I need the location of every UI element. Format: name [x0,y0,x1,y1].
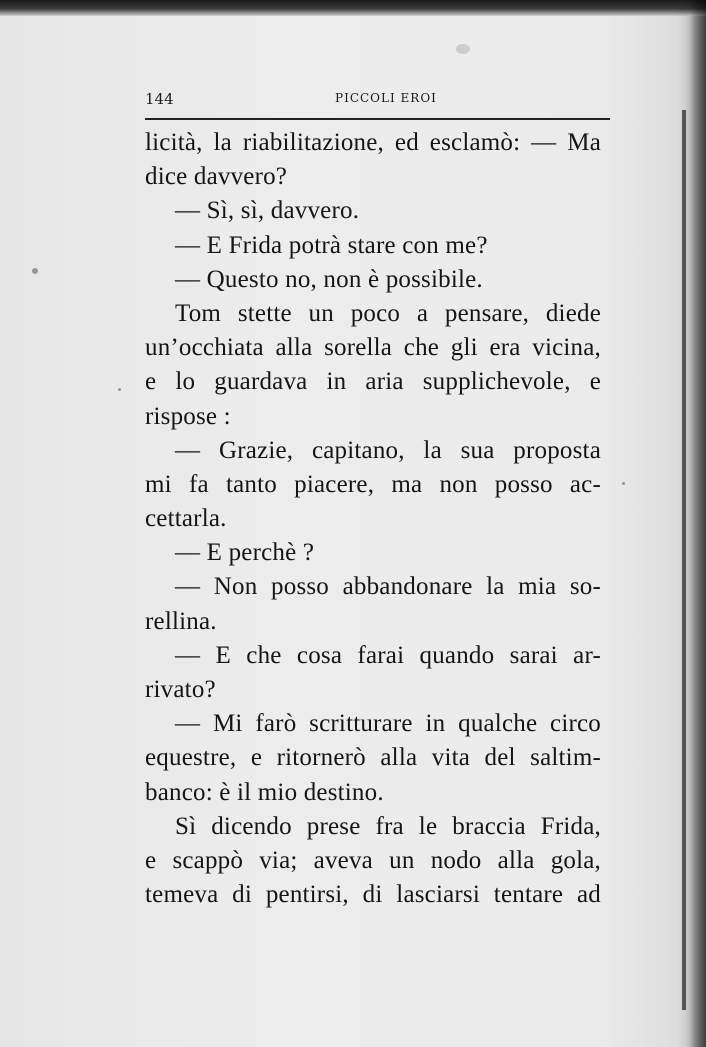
text-line: equestre, e ritornerò alla vita del saltim- [145,744,601,772]
page-gutter-shadow [676,0,706,1047]
text-line: — Mi farò scritturare in qualche circo [175,710,601,738]
text-line: — E perchè ? [175,539,315,567]
text-line: mi fa tanto piacere, ma non posso ac- [145,470,601,498]
text-line: rellina. [145,607,217,635]
paper-smudge [456,44,470,54]
text-line: temeva di pentirsi, di lasciarsi tentare ad [145,881,601,909]
text-line: e scappò via; aveva un nodo alla gola, [145,846,601,874]
page-edge-line [682,110,686,1010]
running-head [145,88,610,112]
running-title: PICCOLI EROI [335,91,437,105]
scan-top-border [0,0,706,16]
text-line: cettarla. [145,505,227,533]
text-line: dice davvero? [145,163,288,191]
text-line: — Grazie, capitano, la sua proposta [175,436,601,464]
text-line: Tom stette un poco a pensare, diede [175,299,601,327]
header-rule [145,118,610,120]
body-text [145,126,601,912]
text-line: — E che cosa farai quando sarai ar- [175,641,601,669]
text-line: e lo guardava in aria supplichevole, e [145,368,601,396]
text-line: rivato? [145,676,216,703]
text-line: rispose : [145,402,231,430]
text-line: — Questo no, non è possibile. [175,265,483,293]
text-line: licità, la riabilitazione, ed esclamò: — Ma [145,129,601,156]
text-line: Sì dicendo prese fra le braccia Frida, [175,812,601,840]
paper-speck [118,388,121,391]
text-line: banco: è il mio destino. [145,778,384,806]
text-line: un’occhiata alla sorella che gli era vicina, [145,334,601,362]
paper-speck [622,482,625,485]
paper-speck [32,268,38,274]
page-number: 144 [145,90,174,108]
text-line: — Non posso abbandonare la mia so- [175,573,601,601]
text-line: — Sì, sì, davvero. [175,197,360,225]
text-line: — E Frida potrà stare con me? [175,231,488,259]
